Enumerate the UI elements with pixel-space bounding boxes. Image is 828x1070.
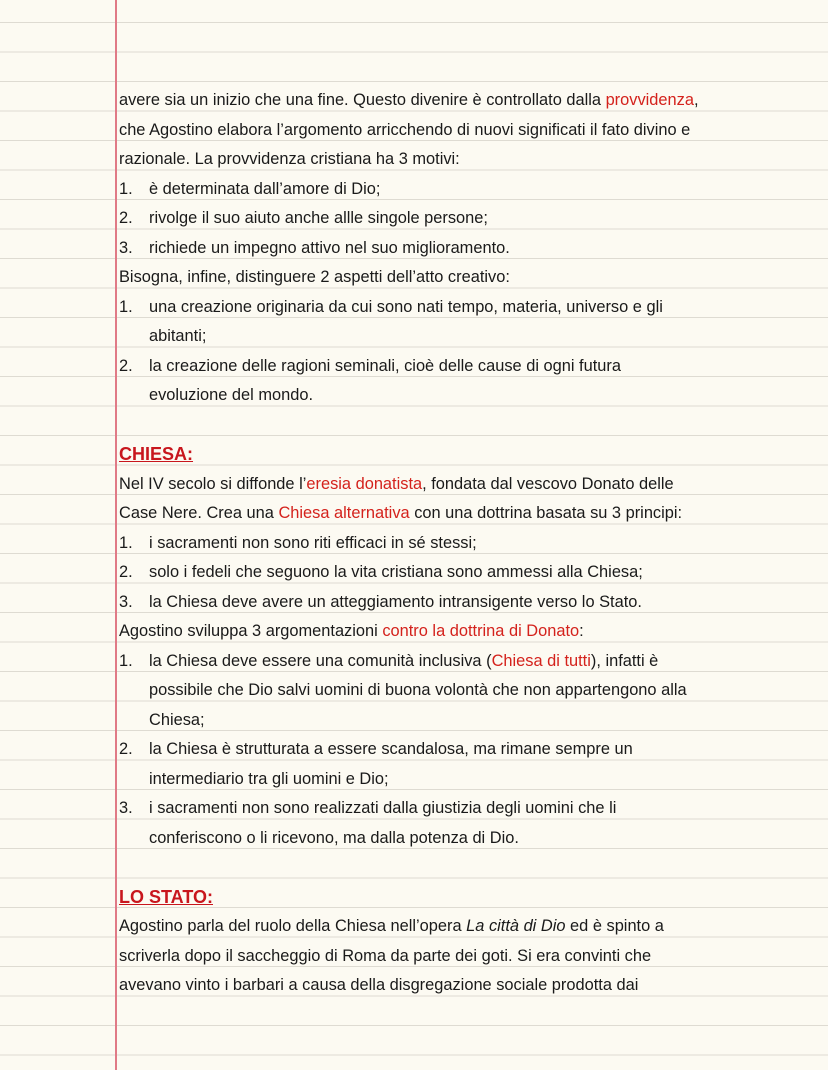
- text-segment: avere sia un inizio che una fine. Questo divenire è controllato dalla: [119, 91, 606, 109]
- heading-text: LO STATO:: [119, 886, 213, 907]
- list-item: [119, 204, 828, 234]
- text-segment: conferiscono o li ricevono, ma dalla potenza di Dio.: [149, 828, 519, 847]
- text-line: [119, 322, 828, 352]
- list-item: [119, 588, 828, 618]
- text-segment: scriverla dopo il saccheggio di Roma da parte dei goti. Si era convinti che: [119, 946, 652, 965]
- text-line: [119, 765, 828, 795]
- list-item: [119, 558, 828, 588]
- text-segment: con una dottrina basata su 3 principi:: [409, 504, 683, 522]
- text-segment: Bisogna, infine, distinguere 2 aspetti dell’atto creativo:: [119, 268, 510, 286]
- heading-text: CHIESA:: [119, 444, 194, 464]
- text-line: [119, 617, 828, 647]
- list-number: 2.: [119, 356, 133, 375]
- text-segment: possibile che Dio salvi uomini di buona volontà che non appartengono alla: [149, 681, 687, 699]
- text-segment: la Chiesa deve essere una comunità inclusiva (: [149, 651, 492, 670]
- title-italic: La città di Dio: [466, 917, 566, 935]
- list-number: 1.: [119, 179, 133, 198]
- text-line: [119, 676, 828, 706]
- text-line: [119, 411, 828, 441]
- list-item: [119, 175, 828, 205]
- text-line: [119, 853, 828, 883]
- text-segment: razionale. La provvidenza cristiana ha 3 motivi:: [119, 150, 460, 168]
- list-number: 3.: [119, 799, 133, 817]
- text-segment: è determinata dall’amore di Dio;: [149, 179, 381, 198]
- text-segment: Chiesa;: [149, 710, 205, 729]
- text-segment: Nel IV secolo si diffonde l’: [119, 474, 307, 493]
- list-number: 3.: [119, 238, 133, 257]
- text-segment: la Chiesa deve avere un atteggiamento intransigente verso lo Stato.: [149, 592, 642, 611]
- text-line: [119, 116, 828, 146]
- text-line: [119, 706, 828, 736]
- text-segment: i sacramenti non sono riti efficaci in sé stessi;: [149, 533, 477, 552]
- list-number: 2.: [119, 209, 133, 227]
- list-number: 1.: [119, 533, 133, 552]
- text-line: [119, 145, 828, 175]
- text-line: [119, 263, 828, 293]
- highlighted-term: Chiesa alternativa: [278, 504, 410, 522]
- highlighted-term: Chiesa di tutti: [491, 651, 591, 670]
- text-line: [119, 942, 828, 972]
- margin-line: [115, 0, 117, 1070]
- text-segment: la creazione delle ragioni seminali, cioè delle cause di ogni futura: [149, 356, 621, 375]
- text-segment: avevano vinto i barbari a causa della disgregazione sociale prodotta dai: [119, 976, 639, 994]
- list-item: [119, 647, 828, 677]
- text-segment: la Chiesa è strutturata a essere scandalosa, ma rimane sempre un: [149, 740, 633, 758]
- text-segment: ), infatti è: [590, 651, 659, 670]
- list-item: [119, 735, 828, 765]
- list-number: 1.: [119, 297, 133, 316]
- text-line: [119, 381, 828, 411]
- text-segment: abitanti;: [149, 327, 207, 345]
- text-line: [119, 499, 828, 529]
- list-item: [119, 352, 828, 382]
- list-number: 3.: [119, 592, 133, 611]
- text-line: [119, 470, 828, 500]
- highlighted-term: contro la dottrina di Donato: [382, 622, 580, 640]
- text-segment: richiede un impegno attivo nel suo miglioramento.: [149, 238, 510, 257]
- text-segment: rivolge il suo aiuto anche allle singole persone;: [149, 209, 488, 227]
- text-line: [119, 912, 828, 942]
- highlighted-term: eresia donatista: [306, 474, 423, 493]
- highlighted-term: provvidenza: [605, 91, 694, 109]
- list-number: 2.: [119, 740, 133, 758]
- text-segment: Agostino sviluppa 3 argomentazioni: [119, 622, 383, 640]
- section-heading: [119, 440, 828, 470]
- text-segment: ed è spinto a: [565, 917, 664, 935]
- section-heading: [119, 883, 828, 913]
- text-segment: ,: [693, 91, 699, 109]
- text-segment: , fondata dal vescovo Donato delle: [422, 474, 674, 493]
- text-line: [119, 971, 828, 1001]
- list-item: [119, 794, 828, 824]
- text-line: [119, 86, 828, 116]
- text-segment: Case Nere. Crea una: [119, 504, 279, 522]
- notes-page: [119, 86, 828, 1001]
- list-item: [119, 293, 828, 323]
- text-segment: :: [579, 622, 584, 640]
- list-number: 2.: [119, 563, 133, 581]
- list-item: [119, 529, 828, 559]
- text-line: [119, 824, 828, 854]
- text-segment: solo i fedeli che seguono la vita cristiana sono ammessi alla Chiesa;: [149, 563, 643, 581]
- text-segment: intermediario tra gli uomini e Dio;: [149, 769, 389, 788]
- text-segment: evoluzione del mondo.: [149, 386, 314, 404]
- list-item: [119, 234, 828, 264]
- list-number: 1.: [119, 651, 133, 670]
- text-segment: una creazione originaria da cui sono nati tempo, materia, universo e gli: [149, 297, 663, 316]
- text-segment: i sacramenti non sono realizzati dalla giustizia degli uomini che li: [149, 799, 617, 817]
- text-segment: che Agostino elabora l’argomento arricchendo di nuovi significati il fato divino e: [119, 120, 691, 139]
- text-segment: Agostino parla del ruolo della Chiesa nell’opera: [119, 917, 467, 935]
